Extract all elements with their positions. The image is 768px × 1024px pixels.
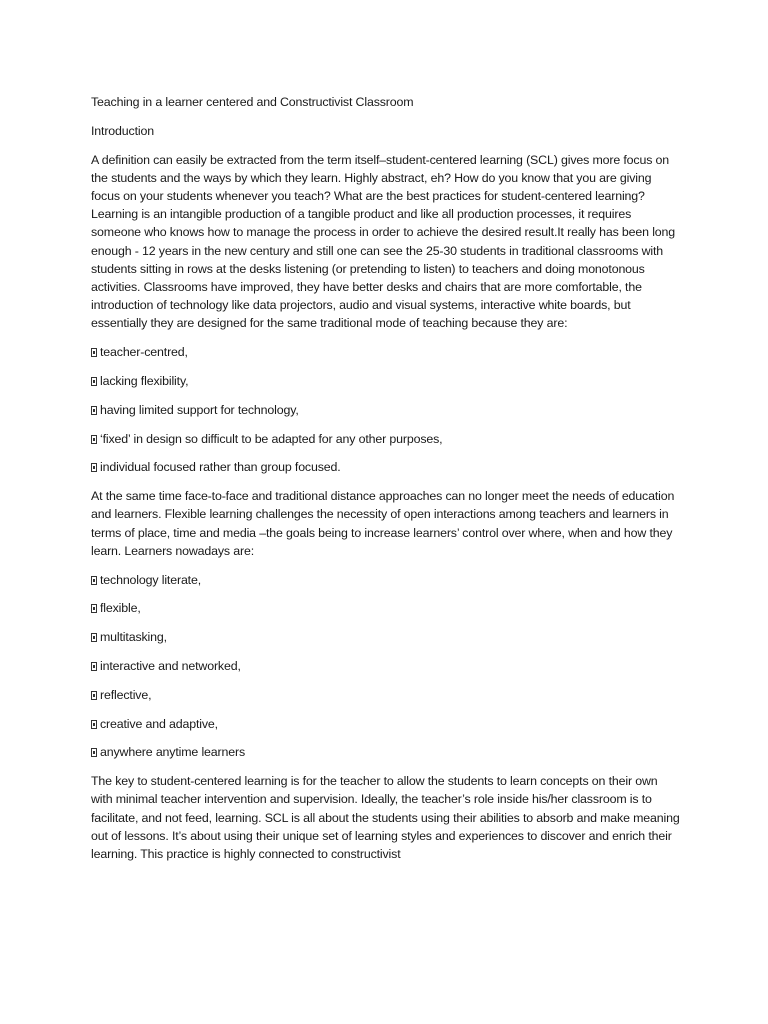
- bullet-glyph-icon: [91, 377, 97, 386]
- list-item: having limited support for technology,: [91, 401, 681, 419]
- list-item: ‘fixed’ in design so difficult to be adapted for any other purposes,: [91, 430, 681, 448]
- paragraph-flexible-learning: At the same time face-to-face and traditional distance approaches can no longer meet the needs of education and learners. Flexible learning challenges the necessity of open interactions among teachers and learners in terms of place, time and media –the goals being to increase learners’ control over where, when and how they learn. Learners nowadays are:: [91, 489, 675, 558]
- bullet-glyph-icon: [91, 406, 97, 415]
- bullet-list-classroom: [91, 343, 681, 476]
- list-item: creative and adaptive,: [91, 715, 681, 733]
- section-heading: Introduction: [91, 123, 154, 138]
- document-title: Teaching in a learner centered and Constructivist Classroom: [91, 95, 414, 109]
- paragraph-key-scl: The key to student-centered learning is for the teacher to allow the students to learn concepts on their own with minimal teacher intervention and supervision. Ideally, the teacher’s role inside his/her classroom is to facilitate, and not feed, learning. SCL is all about the students using their abilities to absorb and make meaning out of lessons. It’s about using their unique set of learning styles and experiences to discover and enrich their learning. This practice is highly connected to constructivist: [91, 774, 680, 861]
- bullet-glyph-icon: [91, 662, 97, 671]
- list-item: reflective,: [91, 686, 681, 704]
- bullet-glyph-icon: [91, 633, 97, 642]
- paragraph-intro: A definition can easily be extracted from the term itself–student-centered learning (SCL) gives more focus on the students and the ways by which they learn. Highly abstract, eh? How do you know that you are giving focus on your students whenever you teach? What are the best practices for student-centered learning? Learning is an intangible production of a tangible product and like all production processes, it requires someone who knows how to manage the process in order to achieve the desired result.It really has been long enough - 12 years in the new century and still one can see the 25-30 students in traditional classrooms with students sitting in rows at the desks listening (or pretending to listen) to teachers and doing monotonous activities. Classrooms have improved, they have better desks and chairs that are more comfortable, the introduction of technology like data projectors, audio and visual systems, interactive white boards, but essentially they are designed for the same traditional mode of teaching because they are:: [91, 152, 676, 331]
- bullet-glyph-icon: [91, 604, 97, 613]
- list-item: anywhere anytime learners: [91, 743, 681, 761]
- bullet-glyph-icon: [91, 720, 97, 729]
- list-item: interactive and networked,: [91, 657, 681, 675]
- list-item: individual focused rather than group focused.: [91, 458, 681, 476]
- bullet-list-learners: [91, 571, 681, 762]
- list-item: multitasking,: [91, 628, 681, 646]
- bullet-glyph-icon: [91, 748, 97, 757]
- bullet-glyph-icon: [91, 348, 97, 357]
- bullet-glyph-icon: [91, 576, 97, 585]
- bullet-glyph-icon: [91, 691, 97, 700]
- list-item: technology literate,: [91, 571, 681, 589]
- list-item: flexible,: [91, 599, 681, 617]
- document-page: [91, 93, 681, 874]
- list-item: teacher-centred,: [91, 343, 681, 361]
- bullet-glyph-icon: [91, 435, 97, 444]
- list-item: lacking flexibility,: [91, 372, 681, 390]
- bullet-glyph-icon: [91, 463, 97, 472]
